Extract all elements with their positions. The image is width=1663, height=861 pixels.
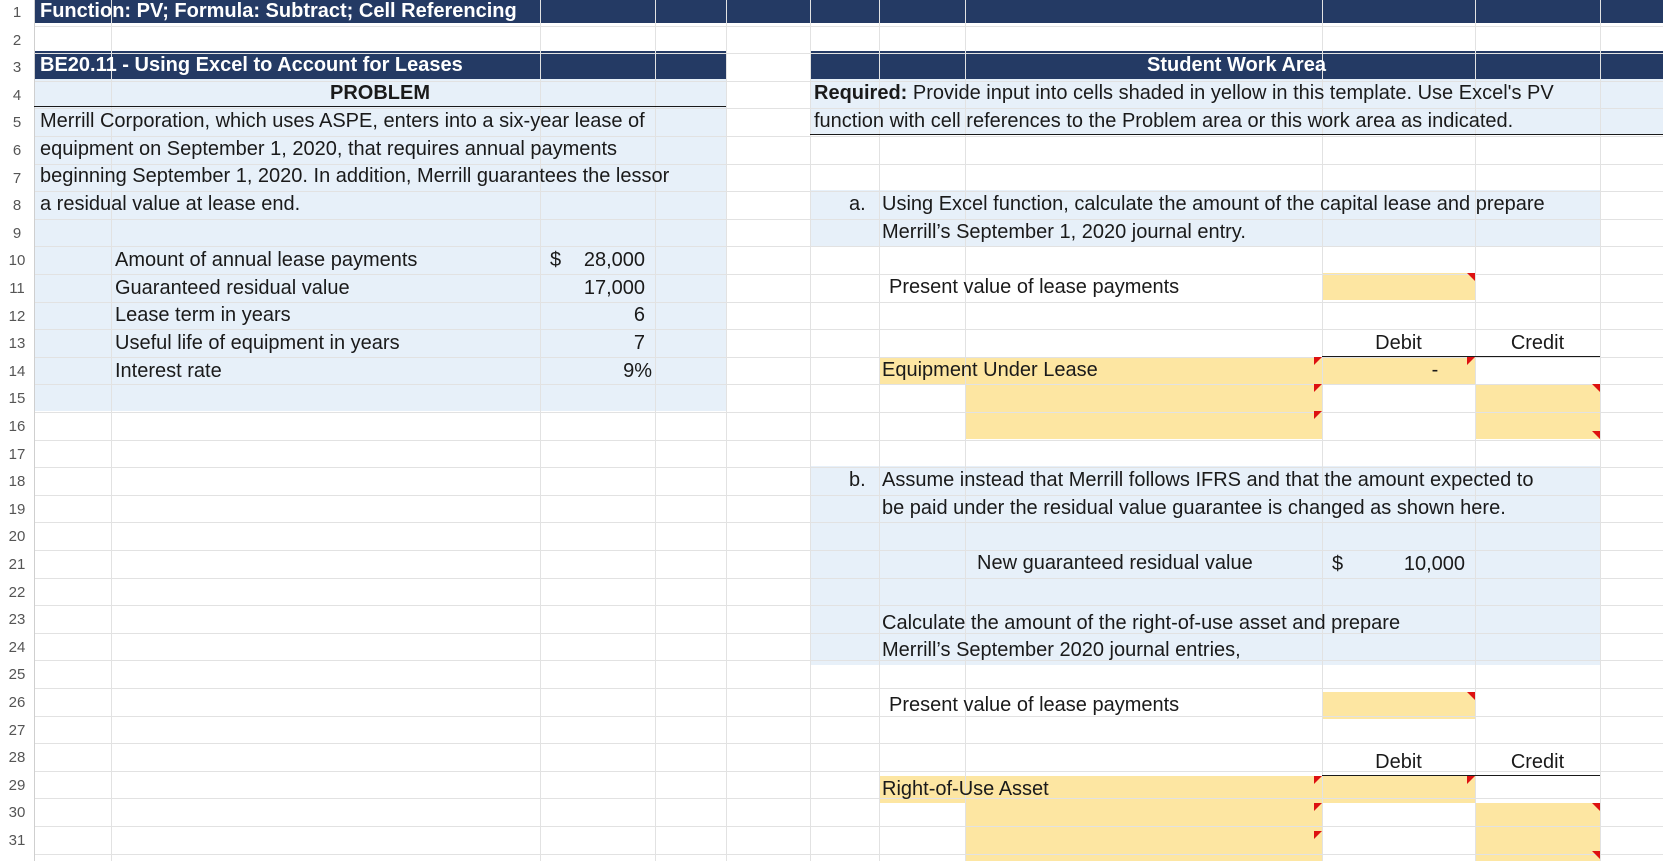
row-divider bbox=[34, 412, 1663, 413]
problem-subheading-underline bbox=[34, 106, 726, 107]
part-a-debit-header: Debit bbox=[1375, 332, 1422, 354]
problem-description-line: a residual value at lease end. bbox=[40, 193, 301, 215]
required-text: Provide input into cells shaded in yellow in this template. Use Excel's PV bbox=[907, 82, 1554, 104]
required-line-1 bbox=[814, 80, 1554, 107]
row-number[interactable]: 10 bbox=[8, 252, 26, 270]
problem-description-line: Merrill Corporation, which uses ASPE, enters into a six-year lease of bbox=[40, 110, 645, 132]
part-b-calc-line-1: Calculate the amount of the right-of-use asset and prepare bbox=[882, 612, 1401, 634]
row-divider bbox=[34, 605, 1663, 606]
col-divider bbox=[655, 0, 656, 861]
row-number[interactable]: 27 bbox=[8, 721, 26, 739]
row-number[interactable]: 3 bbox=[12, 59, 22, 77]
row-number[interactable]: 24 bbox=[8, 638, 26, 656]
comment-indicator-icon[interactable] bbox=[1467, 692, 1475, 700]
row-number[interactable]: 28 bbox=[8, 749, 26, 767]
item-currency-lease-payments: $ bbox=[550, 249, 562, 271]
part-b-pv-label: Present value of lease payments bbox=[889, 694, 1180, 716]
comment-indicator-icon[interactable] bbox=[1314, 411, 1322, 419]
part-a-debit-value: - bbox=[1431, 359, 1439, 381]
part-a-marker: a. bbox=[849, 193, 866, 215]
col-divider bbox=[810, 0, 811, 861]
row-number[interactable]: 6 bbox=[12, 142, 22, 159]
item-value-lease-term: 6 bbox=[633, 304, 645, 326]
part-a-debit-input-cell[interactable] bbox=[1322, 357, 1475, 384]
comment-indicator-icon[interactable] bbox=[1592, 803, 1600, 811]
part-b-debit-header: Debit bbox=[1375, 751, 1422, 773]
comment-indicator-icon[interactable] bbox=[1314, 776, 1322, 784]
col-divider bbox=[1600, 0, 1601, 861]
row-number[interactable]: 26 bbox=[8, 694, 26, 711]
row-number[interactable]: 5 bbox=[12, 114, 22, 132]
part-b-header-underline bbox=[1322, 775, 1600, 776]
required-underline bbox=[810, 134, 1663, 135]
comment-indicator-icon[interactable] bbox=[1314, 803, 1322, 811]
row-divider bbox=[34, 743, 1663, 744]
item-label-interest-rate: Interest rate bbox=[115, 360, 222, 382]
item-label-useful-life: Useful life of equipment in years bbox=[115, 332, 400, 354]
part-a-line-1: Using Excel function, calculate the amount of the capital lease and prepare bbox=[882, 193, 1545, 215]
comment-indicator-icon[interactable] bbox=[1314, 831, 1322, 839]
part-a-account-label: Equipment Under Lease bbox=[882, 359, 1098, 381]
part-a-credit-header: Credit bbox=[1510, 332, 1565, 354]
row-number[interactable]: 19 bbox=[8, 500, 26, 518]
part-a-header-underline bbox=[1322, 356, 1600, 357]
col-divider bbox=[34, 0, 35, 861]
part-b-calc-line-2: Merrill’s September 2020 journal entries, bbox=[882, 639, 1241, 661]
row-number[interactable]: 12 bbox=[8, 307, 26, 325]
row-number[interactable]: 22 bbox=[8, 583, 26, 601]
comment-indicator-icon[interactable] bbox=[1314, 384, 1322, 392]
row-number[interactable]: 23 bbox=[8, 611, 26, 629]
row-number[interactable]: 7 bbox=[12, 169, 22, 187]
row-number[interactable]: 20 bbox=[8, 528, 26, 546]
work-area-heading: Student Work Area bbox=[1147, 54, 1326, 76]
part-b-credit-input-cell[interactable] bbox=[1475, 803, 1600, 861]
row-divider bbox=[34, 219, 1663, 220]
row-divider bbox=[34, 578, 1663, 579]
row-number[interactable]: 11 bbox=[9, 280, 25, 297]
part-b-account-label: Right-of-Use Asset bbox=[882, 778, 1049, 800]
problem-description-line: beginning September 1, 2020. In addition, Merrill guarantees the lessor bbox=[40, 165, 670, 187]
item-value-interest-rate: 9% bbox=[623, 360, 652, 382]
row-number[interactable]: 29 bbox=[8, 776, 26, 794]
comment-indicator-icon[interactable] bbox=[1592, 384, 1600, 392]
item-value-lease-payments: 28,000 bbox=[583, 249, 645, 271]
problem-heading: BE20.11 - Using Excel to Account for Leases bbox=[40, 54, 463, 76]
row-divider bbox=[34, 798, 1663, 799]
row-divider bbox=[34, 522, 1663, 523]
problem-description-line: equipment on September 1, 2020, that requires annual payments bbox=[40, 138, 618, 160]
row-divider bbox=[34, 660, 1663, 661]
row-number[interactable]: 16 bbox=[8, 418, 26, 435]
row-divider bbox=[34, 357, 1663, 358]
comment-indicator-icon[interactable] bbox=[1467, 776, 1475, 784]
comment-indicator-icon[interactable] bbox=[1592, 431, 1600, 439]
part-b-new-residual-value: 10,000 bbox=[1403, 553, 1465, 575]
comment-indicator-icon[interactable] bbox=[1592, 851, 1600, 859]
row-number[interactable]: 8 bbox=[12, 197, 22, 215]
row-number[interactable]: 9 bbox=[12, 224, 22, 242]
part-b-line-2: be paid under the residual value guarantee is changed as shown here. bbox=[882, 497, 1506, 519]
row-number[interactable]: 30 bbox=[8, 804, 26, 822]
row-divider bbox=[34, 716, 1663, 717]
required-line-2: function with cell references to the Problem area or this work area as indicated. bbox=[814, 110, 1514, 132]
row-number[interactable]: 13 bbox=[8, 335, 26, 353]
row-divider bbox=[34, 826, 1663, 827]
row-divider bbox=[34, 854, 1663, 855]
row-number[interactable]: 2 bbox=[12, 31, 22, 49]
part-b-line-1: Assume instead that Merrill follows IFRS and that the amount expected to bbox=[882, 469, 1534, 491]
comment-indicator-icon[interactable] bbox=[1467, 273, 1475, 281]
row-divider bbox=[34, 688, 1663, 689]
row-number[interactable]: 4 bbox=[12, 86, 22, 104]
row-number[interactable]: 17 bbox=[8, 445, 26, 463]
sheet-title: Function: PV; Formula: Subtract; Cell Referencing bbox=[40, 0, 517, 22]
part-b-new-residual-currency: $ bbox=[1332, 553, 1344, 575]
row-number[interactable]: 1 bbox=[12, 4, 22, 21]
row-divider bbox=[34, 440, 1663, 441]
item-label-lease-term: Lease term in years bbox=[115, 304, 291, 326]
row-number[interactable]: 25 bbox=[8, 666, 26, 684]
item-label-lease-payments: Amount of annual lease payments bbox=[115, 249, 418, 271]
part-b-credit-header: Credit bbox=[1510, 751, 1565, 773]
row-number[interactable]: 31 bbox=[8, 832, 26, 849]
comment-indicator-icon[interactable] bbox=[1467, 357, 1475, 365]
col-divider bbox=[726, 0, 727, 861]
required-label: Required: bbox=[814, 82, 908, 104]
part-b-new-residual-label: New guaranteed residual value bbox=[977, 552, 1253, 574]
part-b-marker: b. bbox=[849, 469, 866, 491]
item-value-residual: 17,000 bbox=[583, 277, 645, 299]
part-a-pv-label: Present value of lease payments bbox=[889, 276, 1180, 298]
comment-indicator-icon[interactable] bbox=[1314, 357, 1322, 365]
row-divider bbox=[34, 26, 1663, 27]
row-divider bbox=[34, 633, 1663, 634]
problem-subheading: PROBLEM bbox=[330, 82, 430, 104]
item-value-useful-life: 7 bbox=[633, 332, 645, 354]
item-label-residual: Guaranteed residual value bbox=[115, 277, 350, 299]
part-b-account-2-input-cell[interactable] bbox=[965, 803, 1322, 861]
row-number[interactable]: 18 bbox=[8, 473, 26, 491]
row-number[interactable]: 21 bbox=[8, 556, 26, 573]
row-number[interactable]: 14 bbox=[8, 362, 26, 380]
part-b-pv-input-cell[interactable] bbox=[1322, 692, 1475, 719]
part-a-pv-input-cell[interactable] bbox=[1322, 273, 1475, 300]
row-divider bbox=[34, 384, 1663, 385]
part-a-line-2: Merrill’s September 1, 2020 journal entry. bbox=[882, 221, 1246, 243]
row-number[interactable]: 15 bbox=[8, 390, 26, 408]
